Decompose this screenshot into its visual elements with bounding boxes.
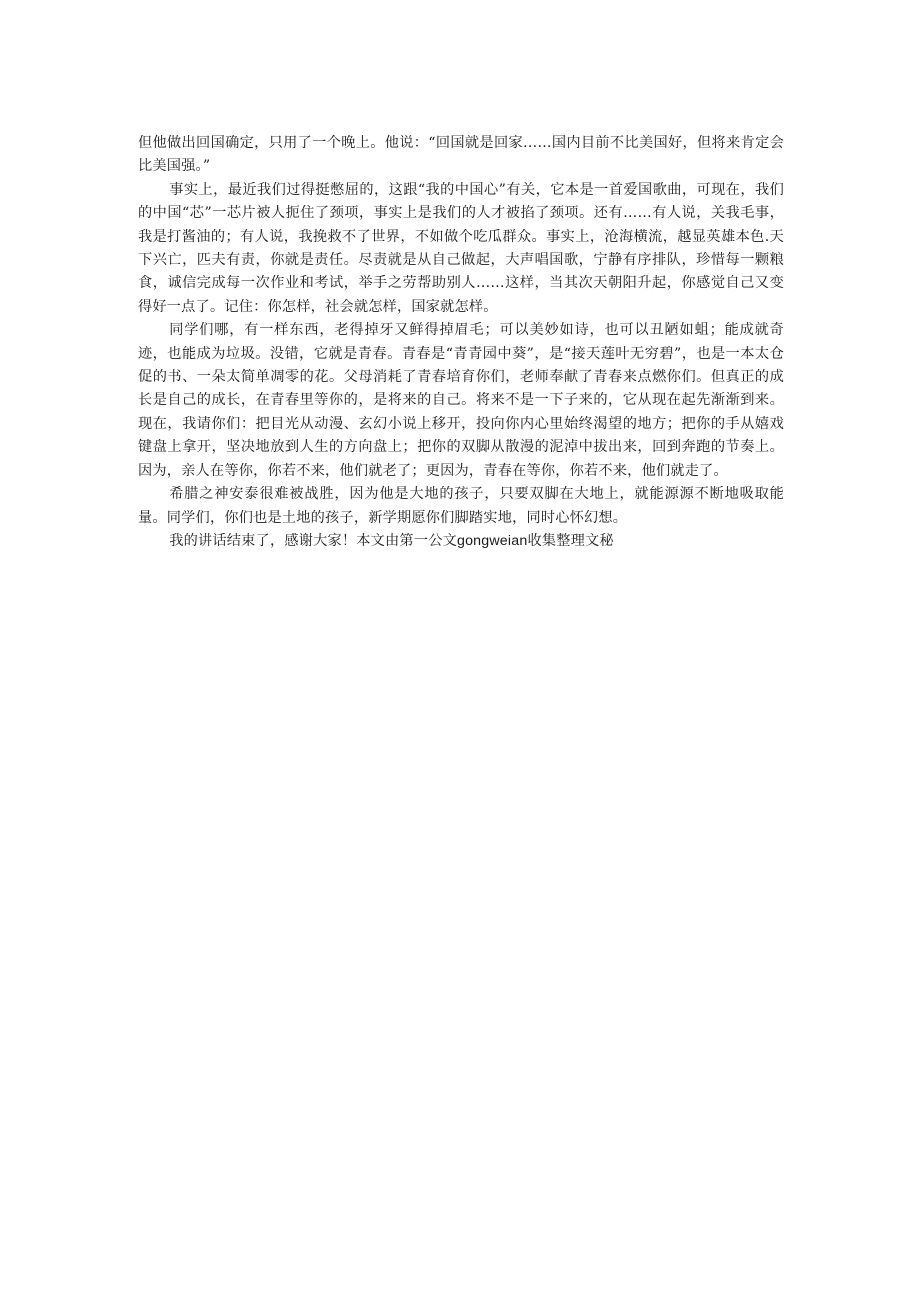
paragraph-youth: 同学们哪，有一样东西，老得掉牙又鲜得掉眉毛；可以美妙如诗，也可以丑陋如蛆；能成就奇迹，也能成为垃圾。没错，它就是青春。青春是“青青园中葵”，是“接天莲叶无穷碧”，也是一本太仓促的书、一朵太简单凋零的花。父母消耗了青春培育你们，老师奉献了青春来点燃你们。但真正的成长是自己的成长，在青春里等你的，是将来的自己。将来不是一下子来的，它从现在起先渐渐到来。现在，我请你们：把目光从动漫、玄幻小说上移开，投向你内心里始终渴望的地方；把你的手从嬉戏键盘上拿开，坚决地放到人生的方向盘上；把你的双脚从散漫的泥淖中拔出来，回到奔跑的节奏上。因为，亲人在等你，你若不来，他们就老了；更因为，青春在等你，你若不来，他们就走了。 — [138, 322, 784, 479]
closing-line — [138, 530, 784, 553]
paragraph-return-home: 但他做出回国确定，只用了一个晚上。他说：“回国就是回家……国内目前不比美国好，但将来肯定会比美国强。” — [138, 135, 784, 175]
closing-text-before: 我的讲话结束了，感谢大家！本文由第一公文 — [169, 532, 457, 549]
paragraph-antaeus: 希腊之神安泰很难被战胜，因为他是大地的孩子，只要双脚在大地上，就能源源不断地吸取能量。同学们，你们也是土地的孩子，新学期愿你们脚踏实地，同时心怀幻想。 — [138, 486, 784, 526]
document-body — [138, 132, 784, 553]
closing-source-name: gongweian — [457, 532, 528, 549]
paragraph-responsibility: 事实上，最近我们过得挺憋屈的，这跟“我的中国心”有关，它本是一首爱国歌曲，可现在，我们的中国“芯”一芯片被人扼住了颈项，事实上是我们的人才被掐了颈项。还有……有人说，关我毛事，我是打酱油的；有人说，我挽救不了世界，不如做个吃瓜群众。事实上，沧海横流，越显英雄本色.天下兴亡，匹夫有责，你就是责任。尽责就是从自己做起，大声唱国歌，宁静有序排队，珍惜每一颗粮食，诚信完成每一次作业和考试，举手之劳帮助别人……这样，当其次天朝阳升起，你感觉自己又变得好一点了。记住：你怎样，社会就怎样，国家就怎样。 — [138, 181, 784, 315]
closing-text-after: 收集整理文秘 — [527, 532, 614, 549]
